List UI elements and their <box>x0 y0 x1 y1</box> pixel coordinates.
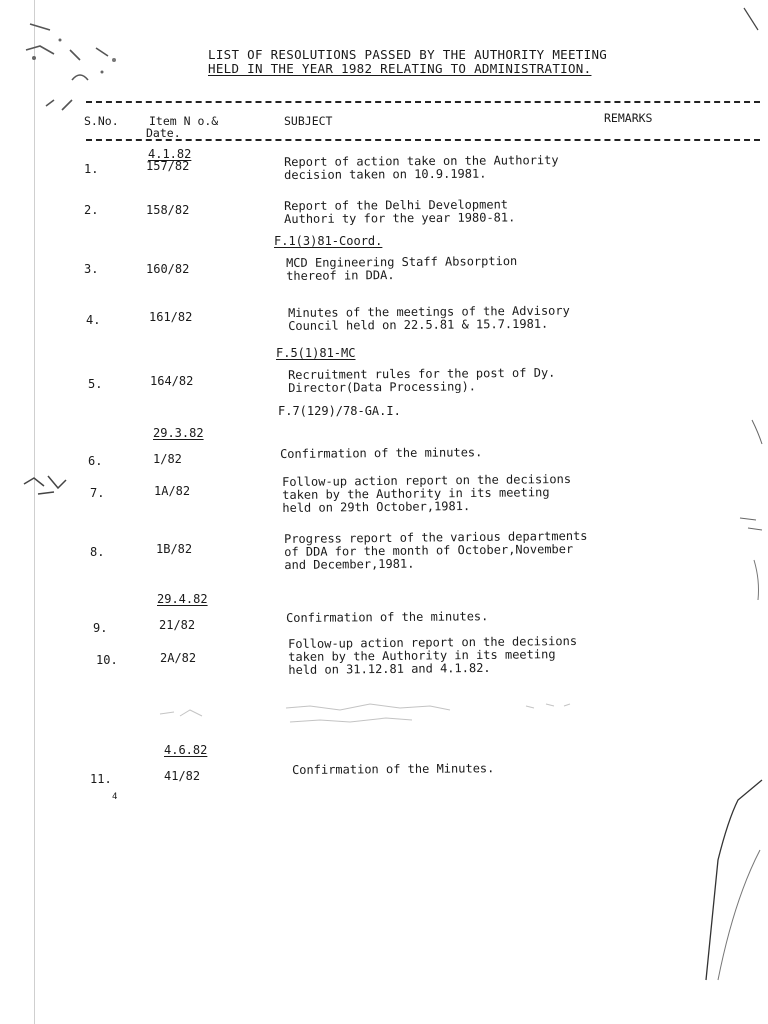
subject-line: Follow-up action report on the decisions <box>281 471 572 489</box>
row-subject <box>282 473 571 515</box>
page-footnote-mark: 4 <box>112 792 118 802</box>
header-sno: S.No. <box>84 114 119 128</box>
subject-line: Follow-up action report on the decisions <box>287 633 578 651</box>
scan-smudge-top-left <box>10 10 140 120</box>
subject-line: MCD Engineering Staff Absorption <box>285 253 518 270</box>
subject-line: decision taken on 10.9.1981. <box>284 166 487 182</box>
row-subject <box>284 154 559 182</box>
document-title-line-2: HELD IN THE YEAR 1982 RELATING TO ADMINISTRATION. <box>208 61 592 76</box>
header-rule-bottom <box>86 139 760 141</box>
faded-bleed-through <box>150 696 590 736</box>
subject-line: held on 29th October,1981. <box>282 499 471 515</box>
row-sno: 8. <box>90 545 105 559</box>
row-sno: 6. <box>88 454 103 468</box>
row-subject <box>280 446 482 461</box>
row-item: 1/82 <box>153 452 182 466</box>
header-subject: SUBJECT <box>284 114 333 128</box>
scan-smudge-left <box>18 466 78 506</box>
row-subject <box>288 367 556 395</box>
row-sno: 3. <box>84 262 99 276</box>
row-item: 157/82 <box>146 159 190 173</box>
row-sno: 10. <box>96 653 118 667</box>
row-item: 164/82 <box>150 374 194 388</box>
subject-line: Progress report of the various departments <box>283 528 588 546</box>
subject-line: taken by the Authority in its meeting <box>288 647 556 664</box>
subject-line: and December,1981. <box>284 556 415 572</box>
scan-crease-right <box>678 0 768 1024</box>
row-sno: 2. <box>84 203 99 217</box>
header-remarks: REMARKS <box>604 111 653 125</box>
row-item: 41/82 <box>164 769 201 783</box>
meeting-date: 4.1.82 <box>148 147 192 161</box>
row-item: 1B/82 <box>156 542 193 556</box>
row-sno: 1. <box>84 162 99 176</box>
subject-line: Report of action take on the Authority <box>283 153 559 169</box>
subject-line: held on 31.12.81 and 4.1.82. <box>288 660 491 677</box>
subject-line: Director(Data Processing). <box>288 379 477 395</box>
document-title-line-1: LIST OF RESOLUTIONS PASSED BY THE AUTHORITY MEETING <box>208 47 608 62</box>
file-reference: F.7(129)/78-GA.I. <box>278 404 401 418</box>
row-sno: 5. <box>88 377 103 391</box>
meeting-date: 4.6.82 <box>164 743 208 757</box>
header-date: Date. <box>146 126 181 140</box>
scan-edge-left <box>34 0 35 1024</box>
row-subject <box>286 610 488 625</box>
row-item: 158/82 <box>146 203 190 217</box>
subject-line: Recruitment rules for the post of Dy. <box>287 365 556 382</box>
subject-line: Confirmation of the minutes. <box>279 445 483 461</box>
row-item: 161/82 <box>149 310 193 324</box>
file-reference: F.5(1)81-MC <box>276 346 356 360</box>
row-subject <box>286 255 517 283</box>
header-rule-top <box>86 101 760 103</box>
row-sno: 11. <box>90 772 112 786</box>
subject-line: Report of the Delhi Development <box>283 197 509 213</box>
meeting-date: 29.4.82 <box>157 592 208 606</box>
row-item: 160/82 <box>146 262 190 276</box>
row-sno: 9. <box>93 621 108 635</box>
row-subject <box>292 762 494 777</box>
subject-line: Council held on 22.5.81 & 15.7.1981. <box>288 316 549 333</box>
subject-line: thereof in DDA. <box>286 268 395 283</box>
subject-line: Confirmation of the Minutes. <box>291 761 495 777</box>
meeting-date: 29.3.82 <box>153 426 204 440</box>
subject-line: Confirmation of the minutes. <box>285 609 489 625</box>
row-item: 2A/82 <box>160 651 197 665</box>
row-sno: 7. <box>90 486 105 500</box>
row-subject <box>288 635 577 677</box>
row-subject <box>284 530 588 572</box>
row-subject <box>284 198 515 226</box>
subject-line: Minutes of the meetings of the Advisory <box>287 303 570 320</box>
subject-line: Authori ty for the year 1980-81. <box>284 210 516 226</box>
file-reference: F.1(3)81-Coord. <box>274 234 383 248</box>
row-item: 1A/82 <box>154 484 191 498</box>
row-item: 21/82 <box>159 618 196 632</box>
row-subject <box>288 305 570 333</box>
row-sno: 4. <box>86 313 101 327</box>
header-item-no: Item N o.& <box>149 114 219 128</box>
subject-line: of DDA for the month of October,November <box>284 541 574 559</box>
subject-line: taken by the Authority in its meeting <box>282 485 550 502</box>
